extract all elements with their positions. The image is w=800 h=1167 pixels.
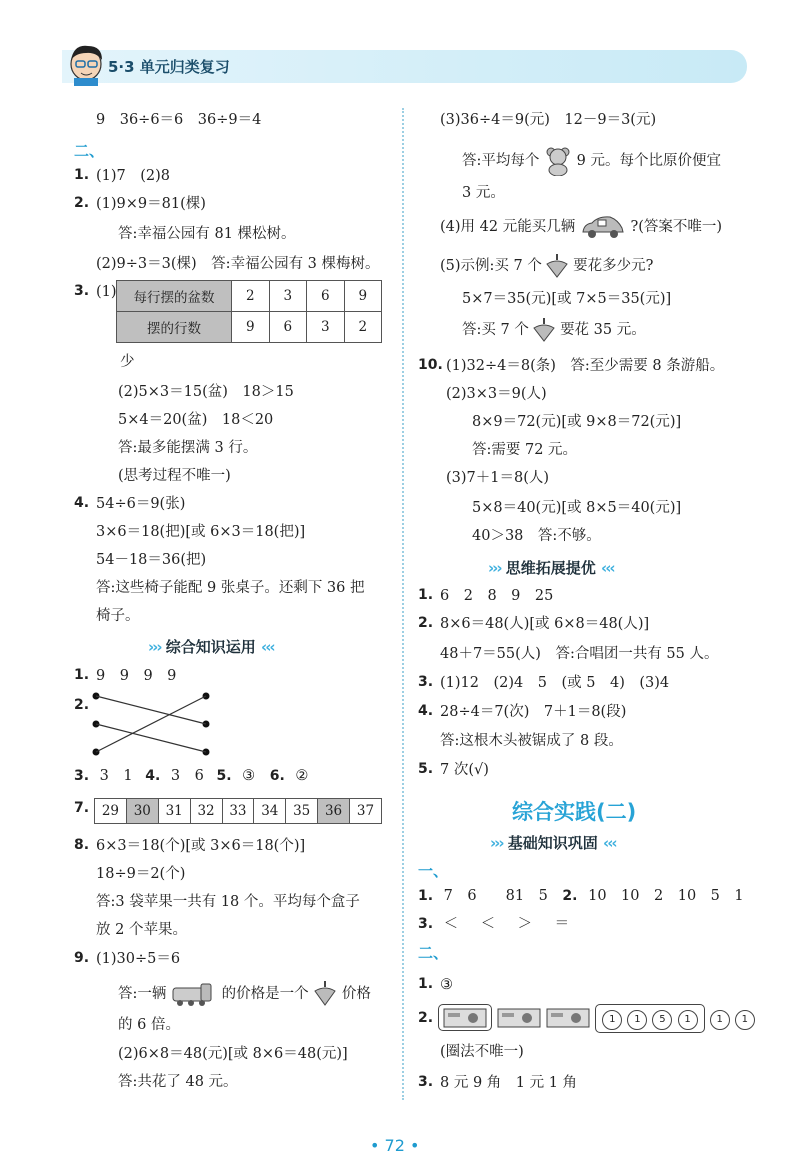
question-number: 4. — [145, 768, 161, 784]
coin-icon: 5 — [652, 1010, 672, 1030]
answer-text: 9 元。每个比原价便宜 — [576, 153, 721, 169]
answer-line — [118, 981, 371, 1007]
answer-text: 3 1 — [99, 768, 133, 784]
answer-line: 的 6 倍。 — [118, 1017, 180, 1033]
answer-line: 答:共花了 48 元。 — [118, 1074, 238, 1090]
answer-text: 的价格是一个 — [221, 986, 309, 1002]
question-number: 1. — [418, 587, 434, 603]
answer-text: 3 6 — [170, 768, 204, 784]
number-cell: 33 — [222, 799, 254, 824]
answer-text: 7 6 81 5 — [443, 888, 548, 904]
column-divider — [402, 108, 404, 1100]
answer-line: 答:需要 72 元。 — [472, 442, 578, 458]
answer-line — [440, 254, 653, 278]
answer-line: (1)7 (2)8 — [96, 168, 171, 184]
question-number: 1. — [418, 976, 434, 992]
answer-text: 答:平均每个 — [462, 153, 540, 169]
number-cell: 35 — [286, 799, 318, 824]
coins-circled — [595, 1004, 704, 1033]
answer-line: 6 2 8 9 25 — [440, 588, 554, 604]
number-cell: 29 — [95, 799, 127, 824]
question-number: 2. — [74, 195, 90, 211]
table-cell: 6 — [269, 312, 307, 343]
answer-text: (4)用 42 元能买几辆 — [440, 219, 576, 235]
question-number: 1. — [74, 167, 90, 183]
matching-lines-diagram — [90, 690, 214, 758]
toy-train-icon — [171, 982, 217, 1006]
banknote-icon — [497, 1008, 541, 1028]
answer-line: (2)9÷3＝3(棵) 答:幸福公园有 3 棵梅树。 — [96, 256, 380, 272]
question-number: 6. — [269, 768, 285, 784]
table-cell: 9 — [344, 281, 382, 312]
banknote-circled — [438, 1004, 492, 1031]
answer-text: 要花 35 元。 — [560, 322, 646, 338]
answer-line: (1) — [96, 284, 117, 300]
question-number: 9. — [74, 950, 90, 966]
answer-text: ＜ ＜ ＞ ＝ — [443, 916, 574, 932]
answer-text: 要花多少元? — [573, 258, 654, 274]
answer-line: 6×3＝18(个)[或 3×6＝18(个)] — [96, 838, 306, 854]
table-cell: 3 — [307, 312, 345, 343]
answer-row — [418, 886, 744, 906]
question-number: 3. — [418, 674, 434, 690]
section-heading: 一、 — [418, 862, 449, 880]
question-number: 3. — [418, 916, 434, 932]
question-number: 4. — [74, 495, 90, 511]
question-number: 3. — [74, 283, 90, 299]
number-line-table — [94, 798, 382, 824]
table-cell: 6 — [307, 281, 345, 312]
table-cell: 2 — [232, 281, 270, 312]
answer-line: 28÷4＝7(次) 7＋1＝8(段) — [440, 704, 627, 720]
question-number: 3. — [418, 1074, 434, 1090]
coin-icon: 1 — [627, 1010, 647, 1030]
answer-line: 答:最多能摆满 3 行。 — [118, 440, 258, 456]
question-number: 5. — [418, 761, 434, 777]
answer-line: 答:这根木头被锯成了 8 段。 — [440, 733, 623, 749]
boy-mascot-icon — [66, 40, 108, 86]
toy-car-icon — [580, 214, 626, 240]
answer-line: 8×9＝72(元)[或 9×8＝72(元)] — [472, 414, 682, 430]
answer-line: 5×8＝40(元)[或 8×5＝40(元)] — [472, 500, 682, 516]
answer-line: ③ — [440, 977, 453, 993]
spinning-top-icon — [546, 254, 568, 278]
answer-row — [74, 766, 308, 786]
header-title: 5·3 单元归类复习 — [108, 58, 230, 76]
banner-title: 基础知识巩固 — [507, 834, 598, 852]
answer-line: 8 元 9 角 1 元 1 角 — [440, 1075, 578, 1091]
chevron-left-icon: ‹‹‹ — [603, 834, 616, 852]
spinning-top-icon — [313, 981, 337, 1007]
pot-table — [116, 280, 382, 343]
answer-text: 答:买 7 个 — [462, 322, 529, 338]
answer-line: (2)6×8＝48(元)[或 8×6＝48(元)] — [118, 1046, 348, 1062]
question-number: 2. — [562, 888, 578, 904]
answer-line: 少 — [120, 354, 135, 370]
chapter-title: 综合实践(二) — [512, 800, 637, 824]
answer-line — [440, 214, 722, 240]
number-cell: 30 — [126, 799, 158, 824]
answer-line: (2)5×3＝15(盆) 18＞15 — [118, 384, 294, 400]
coin-icon: 1 — [710, 1010, 730, 1030]
banner-title: 综合知识运用 — [165, 638, 256, 656]
question-number: 3. — [74, 768, 90, 784]
answer-text: 价格 — [341, 986, 371, 1002]
number-cell: 34 — [254, 799, 286, 824]
section-banner — [490, 832, 616, 853]
section-banner — [488, 557, 614, 578]
banner-title: 思维拓展提优 — [505, 559, 596, 577]
answer-line: 54÷6＝9(张) — [96, 496, 186, 512]
answer-line: 7 次(√) — [440, 762, 489, 778]
answer-line: 放 2 个苹果。 — [96, 922, 187, 938]
answer-line: 8×6＝48(人)[或 6×8＝48(人)] — [440, 616, 650, 632]
question-number: 2. — [418, 615, 434, 631]
number-cell: 36 — [318, 799, 350, 824]
answer-line: 3×6＝18(把)[或 6×3＝18(把)] — [96, 524, 306, 540]
question-number: 5. — [216, 768, 232, 784]
answer-text: ?(答案不唯一) — [630, 219, 723, 235]
coin-icon: 1 — [735, 1010, 755, 1030]
answer-text: 答:一辆 — [118, 986, 167, 1002]
answer-line: 答:幸福公园有 81 棵松树。 — [118, 226, 296, 242]
table-cell: 2 — [344, 312, 382, 343]
chevron-left-icon: ‹‹‹ — [261, 638, 274, 656]
question-number: 1. — [418, 888, 434, 904]
question-number: 10. — [418, 357, 443, 373]
question-number: 7. — [74, 800, 90, 816]
answer-text: ② — [295, 768, 309, 784]
answer-line — [462, 146, 721, 176]
section-heading: 二、 — [418, 944, 449, 962]
answer-line: (圈法不唯一) — [440, 1044, 524, 1060]
answer-text: 10 10 2 10 5 1 — [588, 888, 744, 904]
coin-icon: 1 — [602, 1010, 622, 1030]
page-number: • 72 • — [370, 1136, 420, 1155]
table-row-label: 每行摆的盆数 — [117, 281, 232, 312]
answer-line: (1)12 (2)4 5 (或 5 4) (3)4 — [440, 675, 670, 691]
answer-line — [462, 318, 646, 342]
number-cell: 32 — [190, 799, 222, 824]
answer-line: (3)36÷4＝9(元) 12－9＝3(元) — [440, 112, 657, 128]
question-number: 2. — [418, 1010, 434, 1026]
spinning-top-icon — [533, 318, 555, 342]
table-row-label: 摆的行数 — [117, 312, 232, 343]
banknote-icon — [443, 1008, 487, 1028]
answer-line: 答:3 袋苹果一共有 18 个。平均每个盒子 — [96, 894, 360, 910]
question-number: 2. — [74, 697, 90, 713]
answer-line: (1)9×9＝81(棵) — [96, 196, 206, 212]
answer-line: (2)3×3＝9(人) — [446, 386, 547, 402]
coin-icon: 1 — [678, 1010, 698, 1030]
answer-line: 40＞38 答:不够。 — [472, 528, 601, 544]
answer-text: (5)示例:买 7 个 — [440, 258, 542, 274]
answer-line: 椅子。 — [96, 608, 140, 624]
answer-line: (1)32÷4＝8(条) 答:至少需要 8 条游船。 — [446, 358, 725, 374]
money-group — [438, 1004, 755, 1033]
section-banner — [148, 636, 274, 657]
answer-line: 5×7＝35(元)[或 7×5＝35(元)] — [462, 291, 672, 307]
answer-row — [418, 914, 573, 934]
answer-line: (思考过程不唯一) — [118, 468, 231, 484]
chevron-left-icon: ‹‹‹ — [601, 559, 614, 577]
chevron-right-icon: ››› — [488, 559, 501, 577]
answer-line: 54－18＝36(把) — [96, 552, 207, 568]
table-cell: 3 — [269, 281, 307, 312]
answer-line: 48＋7＝55(人) 答:合唱团一共有 55 人。 — [440, 646, 719, 662]
answer-line: 9 9 9 9 — [96, 668, 177, 684]
number-cell: 31 — [158, 799, 190, 824]
answer-line: 5×4＝20(盆) 18＜20 — [118, 412, 274, 428]
question-number: 4. — [418, 703, 434, 719]
teddy-bear-icon — [544, 146, 572, 176]
chevron-right-icon: ››› — [148, 638, 161, 656]
banknote-icon — [546, 1008, 590, 1028]
answer-line: 9 36÷6＝6 36÷9＝4 — [96, 112, 262, 128]
answer-line: 18÷9＝2(个) — [96, 866, 186, 882]
number-cell: 37 — [350, 799, 382, 824]
answer-line: (1)30÷5＝6 — [96, 951, 181, 967]
question-number: 1. — [74, 667, 90, 683]
answer-line: (3)7＋1＝8(人) — [446, 470, 550, 486]
section-heading: 二、 — [74, 142, 105, 160]
chevron-right-icon: ››› — [490, 834, 503, 852]
question-number: 8. — [74, 837, 90, 853]
table-cell: 9 — [232, 312, 270, 343]
answer-line: 答:这些椅子能配 9 张桌子。还剩下 36 把 — [96, 580, 365, 596]
answer-line: 3 元。 — [462, 185, 505, 201]
answer-text: ③ — [242, 768, 256, 784]
